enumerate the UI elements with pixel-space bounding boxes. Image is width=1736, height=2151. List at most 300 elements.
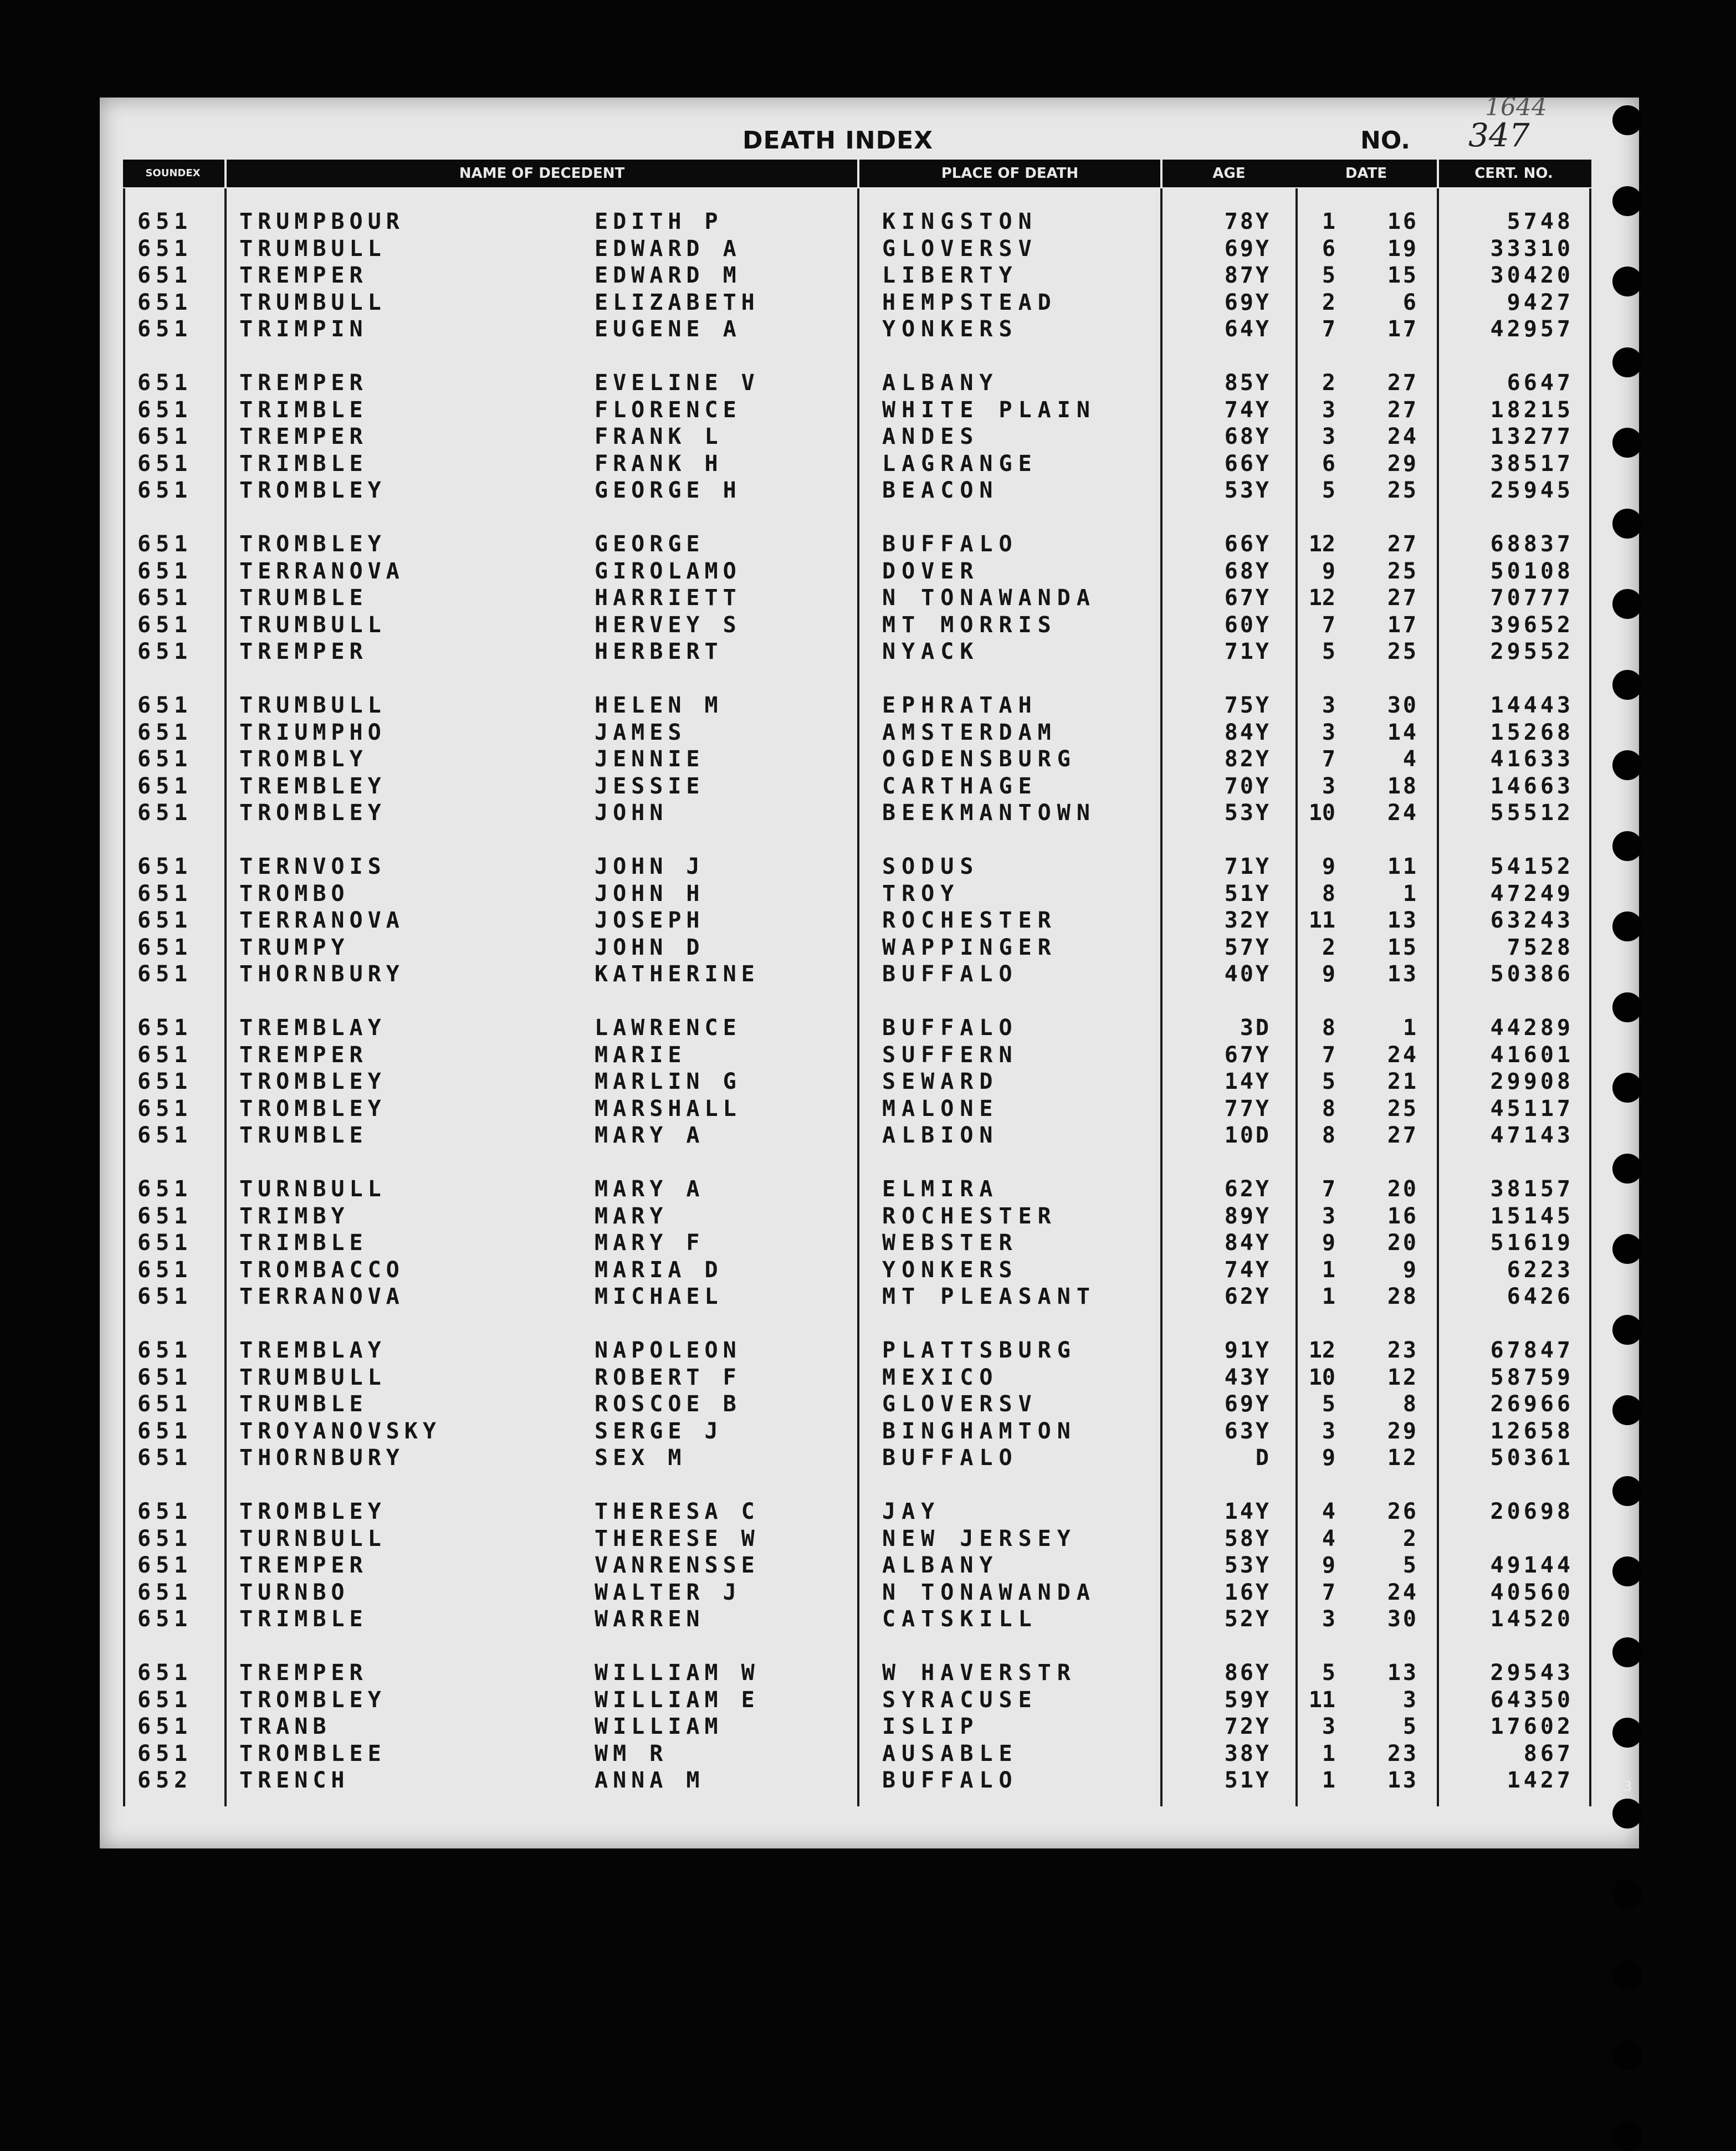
entry-given: WM R	[595, 1740, 668, 1766]
entry-place: CARTHAGE	[882, 773, 1038, 799]
entry-day: 29	[1387, 450, 1418, 477]
entry-cert: 17602	[1490, 1714, 1574, 1739]
entry-given: ELIZABETH	[595, 289, 760, 315]
entry-place: BUFFALO	[882, 531, 1018, 557]
entry-month: 1	[1322, 1740, 1335, 1766]
entry-day: 25	[1387, 639, 1418, 664]
entry-surname: TRUMBLE	[239, 1391, 368, 1417]
entry-age: 62Y	[1224, 1176, 1271, 1202]
entry-month: 6	[1322, 235, 1335, 262]
entry-soundex: 651	[137, 1525, 193, 1551]
entry-surname: TROMBLEY	[239, 1095, 386, 1121]
entry-place: ALBANY	[882, 1553, 999, 1578]
entry-month: 12	[1308, 585, 1335, 611]
entry-cert: 50361	[1490, 1445, 1574, 1471]
entry-cert: 15268	[1490, 719, 1574, 745]
entry-age: 67Y	[1224, 1042, 1271, 1068]
entry-given: EDWARD M	[595, 263, 741, 288]
entry-place: KINGSTON	[882, 209, 1038, 234]
entry-day: 6	[1402, 289, 1418, 315]
entry-given: MARIA D	[595, 1257, 723, 1283]
entry-soundex: 651	[137, 1284, 193, 1309]
entry-month: 3	[1322, 424, 1335, 449]
entry-age: 53Y	[1224, 800, 1271, 826]
entry-surname: TROYANOVSKY	[239, 1418, 441, 1444]
entry-given: EDITH P	[595, 209, 723, 234]
entry-day: 13	[1387, 908, 1418, 933]
index-entry	[0, 1499, 1736, 1524]
entry-day: 4	[1402, 746, 1418, 772]
col-header-name: NAME OF DECEDENT	[459, 165, 625, 182]
entry-place: OGDENSBURG	[882, 746, 1077, 772]
index-entry	[0, 1365, 1736, 1390]
entry-soundex: 651	[137, 1499, 193, 1524]
entry-given: JOSEPH	[595, 908, 705, 933]
entry-surname: TRIMPIN	[239, 316, 368, 342]
entry-month: 4	[1322, 1499, 1335, 1524]
entry-surname: TRIMBLE	[239, 1606, 368, 1632]
entry-day: 18	[1387, 773, 1418, 799]
index-entry	[0, 1768, 1736, 1792]
col-header-date: DATE	[1345, 165, 1387, 182]
entry-surname: TURNBULL	[239, 1176, 386, 1202]
entry-given: LAWRENCE	[595, 1015, 741, 1041]
entry-day: 16	[1387, 209, 1418, 234]
entry-month: 2	[1322, 934, 1335, 960]
entry-month: 7	[1322, 746, 1335, 772]
entry-surname: TREMPER	[239, 424, 368, 449]
entry-surname: TROMBLEY	[239, 478, 386, 503]
entry-age: 67Y	[1224, 585, 1271, 611]
entry-place: SEWARD	[882, 1069, 999, 1094]
entry-place: JAY	[882, 1499, 941, 1524]
entry-month: 3	[1322, 1203, 1335, 1229]
entry-surname: TREMPER	[239, 370, 368, 396]
index-entry	[0, 263, 1736, 288]
index-entry	[0, 908, 1736, 933]
entry-day: 17	[1387, 316, 1418, 342]
entry-soundex: 651	[137, 1069, 193, 1094]
sprocket-hole	[1612, 1879, 1642, 1909]
entry-place: DOVER	[882, 558, 980, 584]
entry-soundex: 651	[137, 424, 193, 449]
index-entry	[0, 1123, 1736, 1148]
entry-cert: 51619	[1490, 1230, 1574, 1256]
entry-day: 25	[1387, 1095, 1418, 1121]
index-entry	[0, 290, 1736, 315]
entry-age: 75Y	[1224, 693, 1271, 718]
entry-age: 16Y	[1224, 1579, 1271, 1605]
entry-given: ROBERT F	[595, 1364, 741, 1390]
index-entry	[0, 1016, 1736, 1040]
entry-given: GEORGE	[595, 531, 705, 557]
entry-surname: TROMBLEY	[239, 800, 386, 826]
entry-age: 89Y	[1224, 1203, 1271, 1229]
entry-cert: 42957	[1490, 316, 1574, 342]
entry-soundex: 651	[137, 450, 193, 477]
entry-place: PLATTSBURG	[882, 1338, 1077, 1363]
entry-given: SEX M	[595, 1445, 687, 1471]
index-entry	[0, 209, 1736, 234]
index-entry	[0, 1661, 1736, 1685]
entry-month: 7	[1322, 1579, 1335, 1605]
entry-month: 9	[1322, 1553, 1335, 1578]
entry-age: 38Y	[1224, 1740, 1271, 1766]
index-entry	[0, 882, 1736, 906]
entry-given: WILLIAM E	[595, 1687, 760, 1713]
index-entry	[0, 1043, 1736, 1067]
entry-day: 27	[1387, 370, 1418, 396]
index-entry	[0, 1419, 1736, 1443]
entry-month: 5	[1322, 1391, 1335, 1417]
entry-given: WILLIAM W	[595, 1660, 760, 1686]
index-entry	[0, 613, 1736, 637]
entry-day: 26	[1387, 1499, 1418, 1524]
entry-age: 84Y	[1224, 719, 1271, 745]
entry-surname: TERRANOVA	[239, 1284, 404, 1309]
entry-given: EDWARD A	[595, 235, 741, 262]
entry-month: 2	[1322, 370, 1335, 396]
entry-soundex: 651	[137, 1176, 193, 1202]
entry-place: ALBION	[882, 1123, 999, 1148]
entry-day: 30	[1387, 1606, 1418, 1632]
entry-day: 19	[1387, 235, 1418, 262]
entry-age: 84Y	[1224, 1230, 1271, 1256]
entry-cert: 41601	[1490, 1042, 1574, 1068]
sheet-number-top: 1644	[1485, 93, 1547, 121]
entry-month: 1	[1322, 209, 1335, 234]
entry-cert: 13277	[1490, 424, 1574, 449]
entry-given: EUGENE A	[595, 316, 741, 342]
entry-cert: 6647	[1507, 370, 1574, 396]
entry-soundex: 651	[137, 235, 193, 262]
index-entry	[0, 1607, 1736, 1631]
entry-cert: 14663	[1490, 773, 1574, 799]
entry-month: 7	[1322, 1042, 1335, 1068]
entry-day: 5	[1402, 1553, 1418, 1578]
entry-surname: TERRANOVA	[239, 908, 404, 933]
entry-given: NAPOLEON	[595, 1338, 741, 1363]
entry-month: 11	[1308, 1687, 1335, 1713]
index-entry	[0, 1527, 1736, 1551]
entry-surname: TRIMBLE	[239, 397, 368, 423]
entry-surname: TRIMBY	[239, 1203, 350, 1229]
entry-given: JENNIE	[595, 746, 705, 772]
entry-month: 1	[1322, 1284, 1335, 1309]
entry-soundex: 651	[137, 934, 193, 960]
entry-soundex: 652	[137, 1768, 193, 1793]
index-entry	[0, 371, 1736, 395]
entry-soundex: 651	[137, 289, 193, 315]
index-entry	[0, 962, 1736, 986]
entry-surname: TROMBO	[239, 880, 350, 907]
entry-place: YONKERS	[882, 1257, 1018, 1283]
entry-place: CATSKILL	[882, 1606, 1038, 1632]
entry-soundex: 651	[137, 1687, 193, 1713]
entry-month: 3	[1322, 719, 1335, 745]
entry-cert: 14520	[1490, 1606, 1574, 1632]
entry-age: 51Y	[1224, 1768, 1271, 1793]
entry-soundex: 651	[137, 1445, 193, 1471]
entry-place: BUFFALO	[882, 1015, 1018, 1041]
entry-place: AUSABLE	[882, 1740, 1018, 1766]
entry-given: MARY A	[595, 1123, 705, 1148]
entry-cert: 29543	[1490, 1660, 1574, 1686]
index-entry	[0, 720, 1736, 745]
index-entry	[0, 1714, 1736, 1739]
entry-day: 21	[1387, 1069, 1418, 1094]
entry-given: MARY	[595, 1203, 668, 1229]
entry-place: GLOVERSV	[882, 235, 1038, 262]
entry-place: BEACON	[882, 478, 999, 503]
entry-soundex: 651	[137, 1015, 193, 1041]
entry-soundex: 651	[137, 209, 193, 234]
entry-given: WALTER J	[595, 1579, 741, 1605]
entry-age: 64Y	[1224, 316, 1271, 342]
entry-place: NEW JERSEY	[882, 1525, 1077, 1551]
entry-surname: TRUMBULL	[239, 235, 386, 262]
entry-surname: TRUMPBOUR	[239, 209, 404, 234]
index-entry	[0, 1580, 1736, 1605]
entry-age: 72Y	[1224, 1714, 1271, 1739]
entry-cert: 33310	[1490, 235, 1574, 262]
entry-day: 20	[1387, 1230, 1418, 1256]
entry-day: 5	[1402, 1714, 1418, 1739]
entry-age: 68Y	[1224, 558, 1271, 584]
entry-soundex: 651	[137, 316, 193, 342]
entry-day: 24	[1387, 1579, 1418, 1605]
entry-place: W HAVERSTR	[882, 1660, 1077, 1686]
entry-place: BEEKMANTOWN	[882, 800, 1096, 826]
entry-surname: TROMBLY	[239, 746, 368, 772]
entry-place: HEMPSTEAD	[882, 289, 1057, 315]
entry-day: 2	[1402, 1525, 1418, 1551]
entry-surname: TERRANOVA	[239, 558, 404, 584]
entry-day: 12	[1387, 1445, 1418, 1471]
entry-age: 14Y	[1224, 1499, 1271, 1524]
entry-place: BUFFALO	[882, 1768, 1018, 1793]
entry-day: 15	[1387, 934, 1418, 960]
entry-given: JOHN H	[595, 880, 705, 907]
entry-surname: TRUMBULL	[239, 693, 386, 718]
entry-day: 9	[1402, 1257, 1418, 1283]
entry-place: SYRACUSE	[882, 1687, 1038, 1713]
index-entry	[0, 801, 1736, 825]
entry-month: 6	[1322, 450, 1335, 477]
entry-place: GLOVERSV	[882, 1391, 1038, 1417]
entry-cert: 25945	[1490, 478, 1574, 503]
entry-cert: 12658	[1490, 1418, 1574, 1444]
entry-cert: 67847	[1490, 1338, 1574, 1363]
index-entry	[0, 559, 1736, 583]
entry-day: 25	[1387, 478, 1418, 503]
entry-day: 28	[1387, 1284, 1418, 1309]
entry-age: 71Y	[1224, 639, 1271, 664]
entry-cert: 38517	[1490, 450, 1574, 477]
entry-given: VANRENSSE	[595, 1553, 760, 1578]
entry-day: 11	[1387, 854, 1418, 879]
entry-age: 10D	[1224, 1123, 1271, 1148]
entry-place: MEXICO	[882, 1364, 999, 1390]
index-entry	[0, 747, 1736, 771]
index-entry	[0, 1231, 1736, 1255]
entry-month: 12	[1308, 531, 1335, 557]
entry-soundex: 651	[137, 612, 193, 638]
entry-surname: TROMBLEY	[239, 1069, 386, 1094]
entry-surname: TROMBLEY	[239, 1499, 386, 1524]
index-entry	[0, 532, 1736, 556]
entry-place: ISLIP	[882, 1714, 980, 1739]
entry-place: LIBERTY	[882, 263, 1018, 288]
entry-day: 24	[1387, 424, 1418, 449]
entry-month: 2	[1322, 289, 1335, 315]
index-entry	[0, 317, 1736, 341]
col-header-soundex: SOUNDEX	[145, 167, 201, 179]
entry-given: GIROLAMO	[595, 558, 741, 584]
entry-place: ALBANY	[882, 370, 999, 396]
entry-day: 30	[1387, 693, 1418, 718]
entry-surname: TRIUMPHO	[239, 719, 386, 745]
index-entry	[0, 1284, 1736, 1309]
entry-place: SODUS	[882, 854, 980, 879]
entry-cert: 55512	[1490, 800, 1574, 826]
col-header-cert: CERT. NO.	[1474, 165, 1553, 182]
entry-place: SUFFERN	[882, 1042, 1018, 1068]
entry-place: NYACK	[882, 639, 980, 664]
entry-place: LAGRANGE	[882, 450, 1038, 477]
entry-month: 3	[1322, 693, 1335, 718]
entry-soundex: 651	[137, 1338, 193, 1363]
index-entry	[0, 693, 1736, 718]
entry-surname: TREMBLAY	[239, 1015, 386, 1041]
entry-place: ANDES	[882, 424, 980, 449]
entry-surname: TREMPER	[239, 639, 368, 664]
entry-day: 27	[1387, 1123, 1418, 1148]
entry-surname: TREMPER	[239, 263, 368, 288]
entry-age: 78Y	[1224, 209, 1271, 234]
entry-day: 27	[1387, 397, 1418, 423]
entry-cert: 9427	[1507, 289, 1574, 315]
entry-cert: 1427	[1507, 1768, 1574, 1793]
entry-soundex: 651	[137, 719, 193, 745]
entry-cert: 39652	[1490, 612, 1574, 638]
entry-soundex: 651	[137, 1660, 193, 1686]
entry-surname: TRUMBULL	[239, 1364, 386, 1390]
entry-age: 63Y	[1224, 1418, 1271, 1444]
entry-soundex: 651	[137, 1391, 193, 1417]
index-entry	[0, 639, 1736, 664]
entry-surname: TRUMBULL	[239, 612, 386, 638]
entry-surname: TURNBO	[239, 1579, 350, 1605]
entry-month: 5	[1322, 1069, 1335, 1094]
number-label: NO.	[1360, 126, 1410, 155]
index-entry	[0, 1069, 1736, 1094]
entry-surname: TRANB	[239, 1714, 331, 1739]
entry-day: 8	[1402, 1391, 1418, 1417]
entry-month: 5	[1322, 263, 1335, 288]
entry-day: 27	[1387, 585, 1418, 611]
entry-soundex: 651	[137, 397, 193, 423]
entry-given: MICHAEL	[595, 1284, 723, 1309]
entry-age: 57Y	[1224, 934, 1271, 960]
entry-place: ROCHESTER	[882, 1203, 1057, 1229]
index-entry	[0, 854, 1736, 879]
entry-given: HERBERT	[595, 639, 723, 664]
entry-surname: TREMBLAY	[239, 1338, 386, 1363]
entry-soundex: 651	[137, 1606, 193, 1632]
entry-month: 11	[1308, 908, 1335, 933]
entry-cert: 15145	[1490, 1203, 1574, 1229]
entry-surname: TROMBLEY	[239, 531, 386, 557]
entry-soundex: 651	[137, 558, 193, 584]
entry-given: JOHN J	[595, 854, 705, 879]
entry-age: 77Y	[1224, 1095, 1271, 1121]
entry-day: 15	[1387, 263, 1418, 288]
entry-cert: 49144	[1490, 1553, 1574, 1578]
entry-place: BUFFALO	[882, 1445, 1018, 1471]
entry-age: 43Y	[1224, 1364, 1271, 1390]
entry-month: 3	[1322, 1606, 1335, 1632]
entry-place: TROY	[882, 880, 960, 907]
entry-surname: TRIMBLE	[239, 1230, 368, 1256]
entry-cert: 38157	[1490, 1176, 1574, 1202]
entry-surname: TREMPER	[239, 1660, 368, 1686]
entry-given: KATHERINE	[595, 961, 760, 987]
entry-day: 24	[1387, 800, 1418, 826]
entry-month: 7	[1322, 316, 1335, 342]
entry-age: 71Y	[1224, 854, 1271, 879]
entry-place: N TONAWANDA	[882, 585, 1096, 611]
entry-day: 24	[1387, 1042, 1418, 1068]
entry-cert: 26966	[1490, 1391, 1574, 1417]
entry-place: WHITE PLAIN	[882, 397, 1096, 423]
col-header-age: AGE	[1212, 165, 1246, 182]
index-entry	[0, 237, 1736, 261]
entry-age: 86Y	[1224, 1660, 1271, 1686]
entry-surname: TRUMBLE	[239, 585, 368, 611]
entry-age: 69Y	[1224, 289, 1271, 315]
entry-soundex: 651	[137, 370, 193, 396]
entry-given: MARSHALL	[595, 1095, 741, 1121]
entry-age: 68Y	[1224, 424, 1271, 449]
entry-place: YONKERS	[882, 316, 1018, 342]
entry-soundex: 651	[137, 263, 193, 288]
index-entry	[0, 1338, 1736, 1363]
index-entry	[0, 1688, 1736, 1712]
entry-surname: THORNBURY	[239, 1445, 404, 1471]
index-entry	[0, 586, 1736, 610]
entry-soundex: 651	[137, 1740, 193, 1766]
entry-place: AMSTERDAM	[882, 719, 1057, 745]
entry-cert: 7528	[1507, 934, 1574, 960]
entry-given: MARLIN G	[595, 1069, 741, 1094]
entry-age: 58Y	[1224, 1525, 1271, 1551]
entry-age: 74Y	[1224, 397, 1271, 423]
entry-month: 9	[1322, 1230, 1335, 1256]
entry-cert: 18215	[1490, 397, 1574, 423]
entry-day: 12	[1387, 1364, 1418, 1390]
entry-month: 5	[1322, 639, 1335, 664]
page-title: DEATH INDEX	[742, 126, 934, 155]
entry-given: GEORGE H	[595, 478, 741, 503]
sprocket-hole	[1612, 105, 1642, 135]
entry-month: 3	[1322, 1418, 1335, 1444]
index-entry	[0, 1446, 1736, 1470]
entry-cert: 20698	[1490, 1499, 1574, 1524]
entry-age: 52Y	[1224, 1606, 1271, 1632]
entry-surname: TRUMBULL	[239, 289, 386, 315]
entry-surname: TRENCH	[239, 1768, 350, 1793]
